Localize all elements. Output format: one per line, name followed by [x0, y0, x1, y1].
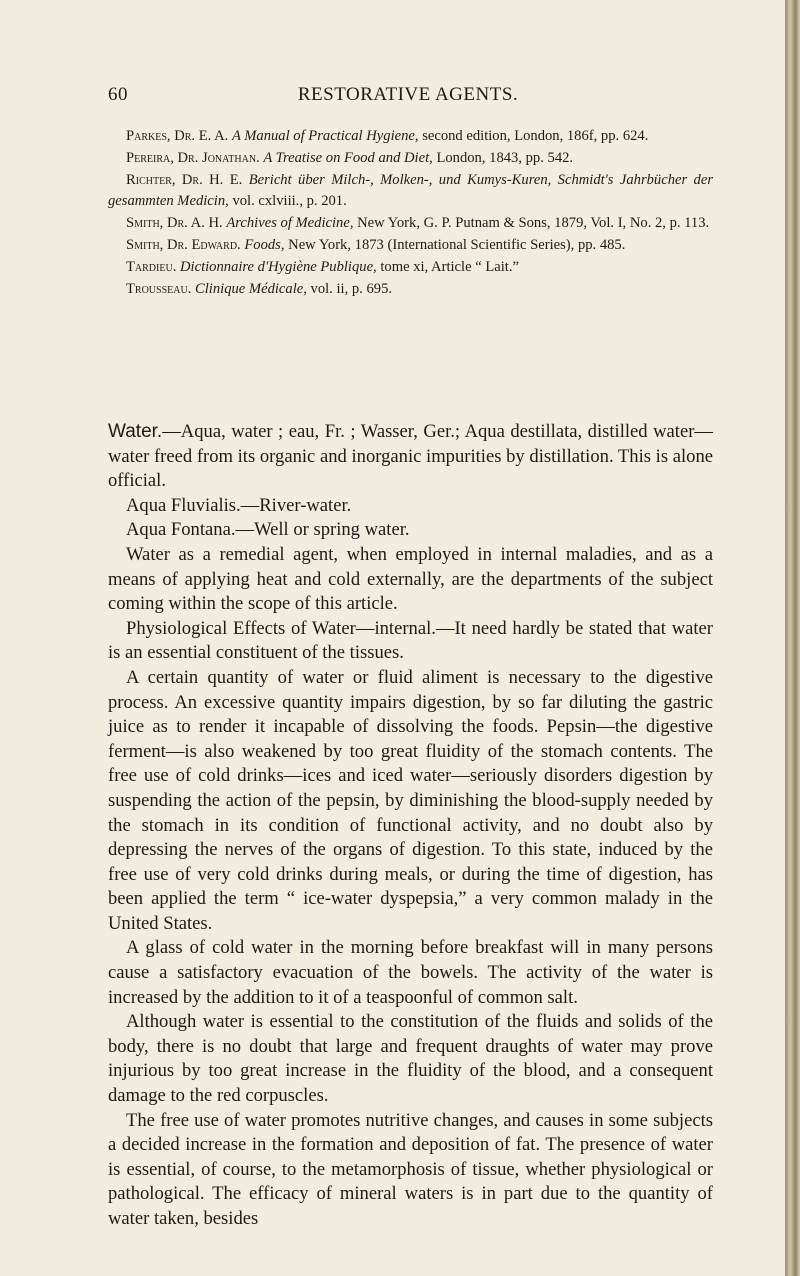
body-paragraph: The free use of water promotes nutritive changes, and causes in some subjects a decided increase in the formation and deposition of fat. The presence of water is essential, of course, to the metamorphosis of tissue, whether physiological or pathological. The efficacy of mineral waters is in part due to the quantity of water taken, besides — [108, 1109, 713, 1229]
water-definition — [108, 420, 713, 494]
running-header — [108, 84, 708, 108]
book-page-edge — [785, 0, 800, 1276]
reference-entry: Trousseau. Clinique Médicale, vol. ii, p. 695. — [126, 280, 393, 297]
body-paragraph: Water as a remedial agent, when employed in internal maladies, and as a means of applying heat and cold externally, are the departments of the subject coming within the scope of this article. — [108, 543, 713, 615]
reference-entry: Tardieu. Dictionnaire d'Hygiène Publique, tome xi, Article “ Lait.” — [126, 258, 519, 275]
reference-list — [108, 126, 713, 300]
entry-definitions: —Aqua, water ; eau, Fr. ; Wasser, Ger.; Aqua destillata, distilled water—water freed from its organic and inorganic impurities by distillation. This is alone official. — [108, 421, 713, 492]
running-title: RESTORATIVE AGENTS. — [297, 84, 519, 105]
entry-heading: Water. — [108, 421, 163, 442]
article-body — [108, 420, 713, 1232]
aqua-fluvialis: Aqua Fluvialis.—River-water. — [126, 494, 352, 516]
body-paragraph: A glass of cold water in the morning before breakfast will in many persons cause a satisfactory evacuation of the bowels. The activity of the water is increased by the addition to it of a teaspoonful of common salt. — [108, 937, 713, 1008]
body-paragraph: A certain quantity of water or fluid aliment is necessary to the digestive process. An excessive quantity impairs digestion, by so far diluting the gastric juice as to render it incapable of dissolving the foods. Pepsin—the digestive ferment—is also weakened by too great fluidity of the stomach contents. The free use of cold drinks—ices and iced water—seriously disorders digestion by suspending the action of the pepsin, by diminishing the blood-supply needed by the stomach in its condition of functional activity, and no doubt also by depressing the nerves of the organs of digestion. To this state, induced by the free use of very cold drinks during meals, or during the time of digestion, has been applied the term “ ice-water dyspepsia,” a very common malady in the United States. — [108, 666, 713, 934]
reference-entry: Parkes, Dr. E. A. A Manual of Practical Hygiene, second edition, London, 186f, pp. 624. — [126, 128, 649, 144]
reference-entry: Pereira, Dr. Jonathan. A Treatise on Food and Diet, London, 1843, pp. 542. — [126, 149, 574, 166]
reference-entry: Smith, Dr. Edward. Foods, New York, 1873 (International Scientific Series), pp. 485. — [126, 236, 626, 253]
aqua-fontana: Aqua Fontana.—Well or spring water. — [126, 519, 410, 541]
body-paragraph: Although water is essential to the constitution of the fluids and solids of the body, there is no doubt that large and frequent draughts of water may prove injurious by too great increase in the fluidity of the blood, and a consequent damage to the red corpuscles. — [108, 1011, 713, 1107]
page-number: 60 — [108, 84, 128, 105]
reference-entry: Richter, Dr. H. E. Bericht über Milch-, Molken-, und Kumys-Kuren, Schmidt's Jahrbücher der gesammten Medicin, vol. cxlviii., p. 201. — [108, 171, 714, 210]
body-paragraph: Physiological Effects of Water—internal.—It need hardly be stated that water is an essential constituent of the tissues. — [108, 617, 713, 664]
reference-entry: Smith, Dr. A. H. Archives of Medicine, New York, G. P. Putnam & Sons, 1879, Vol. I, No. 2, p. 113. — [126, 215, 710, 232]
